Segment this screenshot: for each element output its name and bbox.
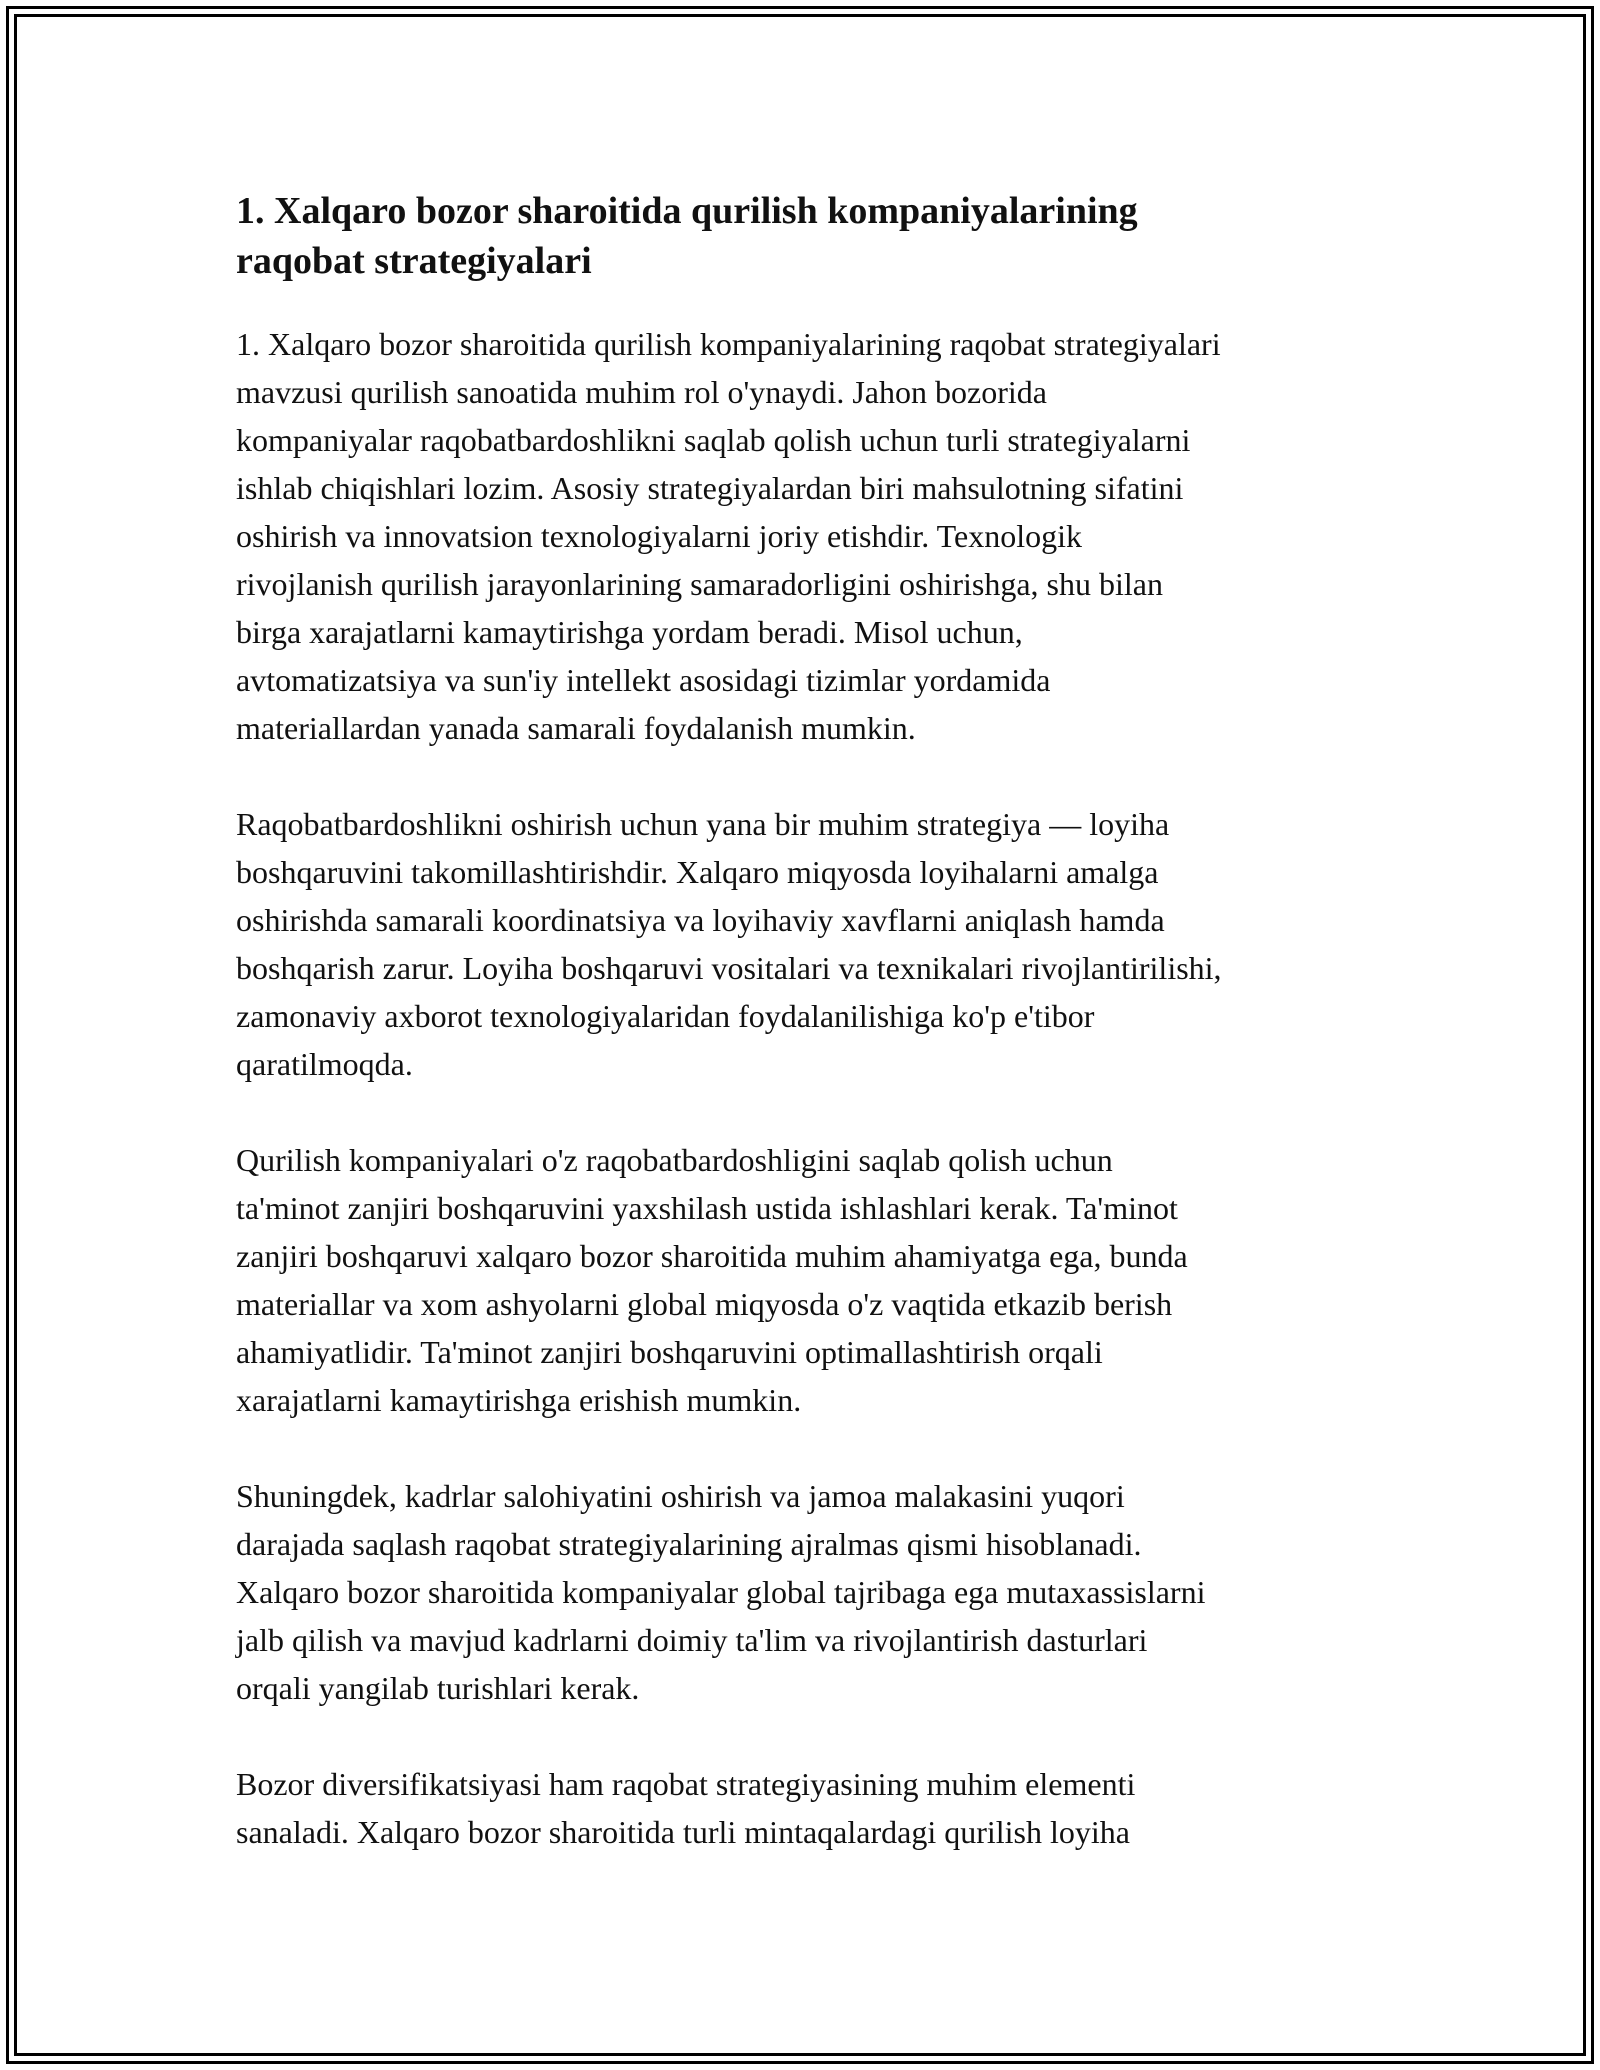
paragraph-3: Qurilish kompaniyalari o'z raqobatbardoshligini saqlab qolish uchun ta'minot zanjiri boshqaruvini yaxshilash ustida ishlashlari kerak. Ta'minot zanjiri boshqaruvi xalqaro bozor sharoitida muhim ahamiyatga ega, bunda materiallar va xom ashyolarni global miqyosda o'z vaqtida etkazib berish ahamiyatlidir. Ta'minot zanjiri boshqaruvini optimallashtirish orqali xarajatlarni kamaytirishga erishish mumkin. — [236, 1142, 1188, 1418]
paragraph-2: Raqobatbardoshlikni oshirish uchun yana bir muhim strategiya — loyiha boshqaruvini takomillashtirishdir. Xalqaro miqyosda loyihalarni amalga oshirishda samarali koordinatsiya va loyihaviy xavflarni aniqlash hamda boshqarish zarur. Loyiha boshqaruvi vositalari va texnikalari rivojlantirilishi, zamonaviy axborot texnologiyalaridan foydalanilishiga ko'p e'tibor qaratilmoqda. — [236, 806, 1222, 1082]
paragraph-1: 1. Xalqaro bozor sharoitida qurilish kompaniyalarining raqobat strategiyalari mavzusi qurilish sanoatida muhim rol o'ynaydi. Jahon bozorida kompaniyalar raqobatbardoshlikni saqlab qolish uchun turli strategiyalarni ishlab chiqishlari lozim. Asosiy strategiyalardan biri mahsulotning sifatini oshirish va innovatsion texnologiyalarni joriy etishdir. Texnologik rivojlanish qurilish jarayonlarining samaradorligini oshirishga, shu bilan birga xarajatlarni kamaytirishga yordam beradi. Misol uchun, avtomatizatsiya va sun'iy intellekt asosidagi tizimlar yordamida materiallardan yanada samarali foydalanish mumkin. — [236, 326, 1221, 746]
document-body — [236, 186, 1376, 1904]
paragraph-5: Bozor diversifikatsiyasi ham raqobat strategiyasining muhim elementi sanaladi. Xalqaro bozor sharoitida turli mintaqalardagi qurilish loyiha — [236, 1766, 1136, 1850]
document-title: 1. Xalqaro bozor sharoitida qurilish kompaniyalarining raqobat strategiyalari — [236, 190, 1138, 282]
paragraph-4: Shuningdek, kadrlar salohiyatini oshirish va jamoa malakasini yuqori darajada saqlash raqobat strategiyalarining ajralmas qismi hisoblanadi. Xalqaro bozor sharoitida kompaniyalar global tajribaga ega mutaxassislarni jalb qilish va mavjud kadrlarni doimiy ta'lim va rivojlantirish dasturlari orqali yangilab turishlari kerak. — [236, 1478, 1206, 1706]
